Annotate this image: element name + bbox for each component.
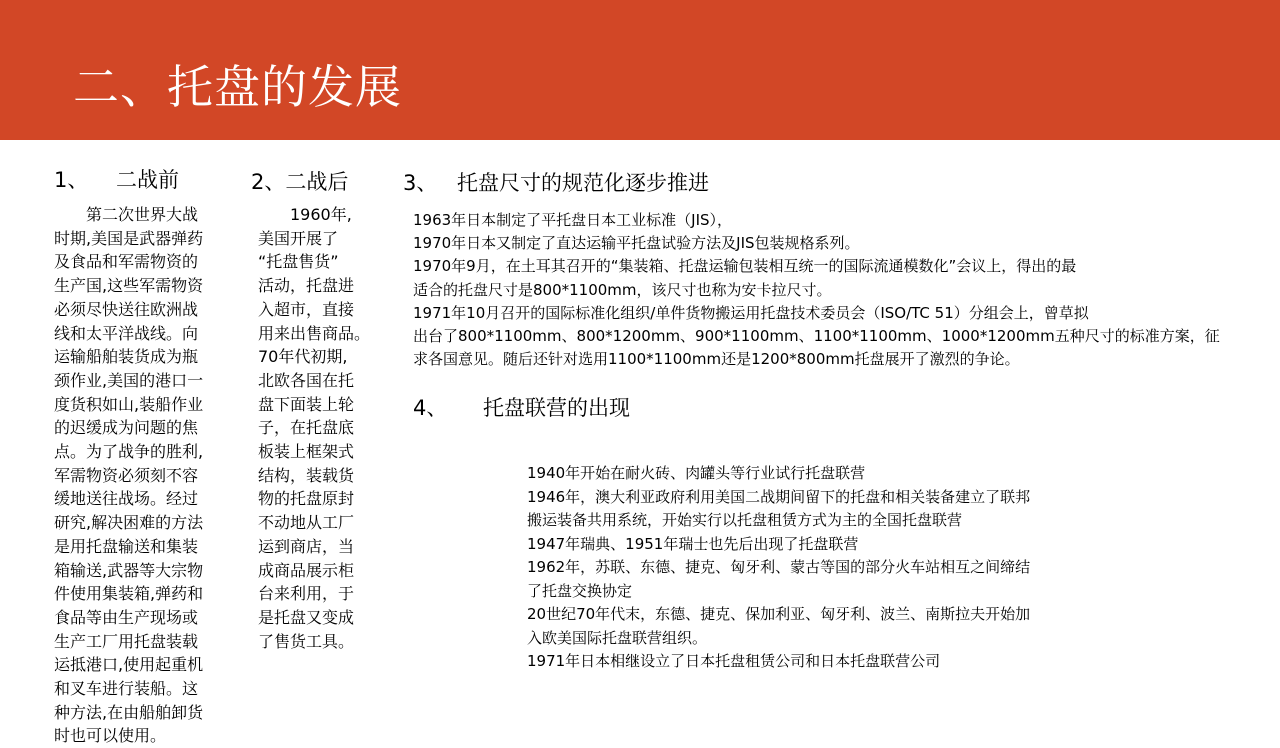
text-line: 北欧各国在托 [258,370,355,390]
text-line: 是托盘又变成 [258,607,355,627]
text-line: 用来出售商品。 [258,323,371,343]
text-line: 不动地从工厂 [258,513,355,533]
section-4-number: 4、 [413,396,448,420]
text-line: 子，在托盘底 [258,418,355,438]
text-line: 结构，装载货 [258,465,355,485]
text-line: 及食品和军需物资的 [54,252,199,272]
text-line: 台来利用，于 [258,584,355,604]
section-3-number: 3、 [403,171,438,195]
text-line: 时期,美国是武器弹药 [54,228,204,248]
text-line: 线和太平洋战线。向 [54,323,199,343]
text-line: 1963年日本制定了平托盘日本工业标准（JIS）， [413,211,733,229]
text-line: 第二次世界大战 [54,205,199,224]
text-line: 美国开展了 [258,228,339,248]
text-line: 了托盘交换协定 [527,581,633,600]
text-line: 物的托盘原封 [258,489,355,509]
text-line: 件使用集装箱,弹药和 [54,584,204,604]
text-line: 入超市，直接 [258,299,355,319]
section-3-title: 托盘尺寸的规范化逐步推进 [457,171,709,195]
section-4-heading [413,396,630,421]
text-line: “托盘售货” [258,252,339,272]
text-line: 食品等由生产现场或 [54,607,199,627]
text-line: 运输船舶装货成为瓶 [54,347,199,367]
section-4-title: 托盘联营的出现 [483,396,630,420]
section-1-body [54,203,244,748]
text-line: 1971年10月召开的国际标准化组织/单件货物搬运用托盘技术委员会（ISO/TC 51）分组会上，曾草拟 [413,303,1089,322]
text-line: 和叉车进行装船。这 [54,679,199,699]
text-line: 1946年，澳大利亚政府利用美国二战期间留下的托盘和相关装备建立了联邦 [527,487,1031,506]
section-1-number: 1、 [54,168,89,192]
text-line: 求各国意见。随后还针对选用1100*1100mm还是1200*800mm托盘展开了激烈的争论。 [413,350,1020,369]
text-line: 1970年日本又制定了直达运输平托盘试验方法及JIS包装规格系列。 [413,234,860,253]
text-line: 成商品展示柜 [258,560,355,580]
text-line: 生产国,这些军需物资 [54,276,204,296]
text-line: 度货积如山,装船作业 [54,394,204,414]
section-1-heading [54,168,179,193]
text-line: 必须尽快送往欧洲战 [54,299,199,319]
section-4-body [527,462,1167,674]
text-line: 箱输送,武器等大宗物 [54,560,204,580]
text-line: 1970年9月，在土耳其召开的“集装箱、托盘运输包装相互统一的国际流通模数化”会议上，得出的最 [413,257,1077,276]
text-line: 缓地送往战场。经过 [54,489,199,509]
text-line: 时也可以使用。 [54,726,167,746]
text-line: 了售货工具。 [258,631,355,651]
text-line: 1962年，苏联、东德、捷克、匈牙利、蒙古等国的部分火车站相互之间缔结 [527,558,1031,576]
text-line: 板装上框架式 [258,442,355,462]
section-1-title: 二战前 [116,168,179,192]
section-2-heading [251,170,348,195]
section-2-title: 2、二战后 [251,170,349,194]
text-line: 运到商店，当 [258,536,355,556]
text-line: 活动，托盘进 [258,276,355,296]
text-line: 出台了800*1100mm、800*1200mm、900*1100mm、1100*1100mm、1000*1200mm五种尺寸的标准方案，征 [413,327,1220,346]
text-line: 盘下面装上轮 [258,394,355,414]
text-line: 生产工厂用托盘装载 [54,631,199,651]
section-2-body [258,203,383,653]
text-line: 种方法,在由船舶卸货 [54,702,204,722]
text-line: 运抵港口,使用起重机 [54,655,204,675]
text-line: 搬运装备共用系统，开始实行以托盘租赁方式为主的全国托盘联营 [527,511,963,529]
text-line: 颈作业,美国的港口一 [54,370,204,390]
text-line: 是用托盘输送和集装 [54,536,199,556]
text-line: 军需物资必须刻不容 [54,465,199,485]
section-3-heading [403,171,709,196]
text-line: 点。为了战争的胜利, [54,442,204,462]
text-line: 的迟缓成为问题的焦 [54,418,199,438]
text-line: 1971年日本相继设立了日本托盘租赁公司和日本托盘联营公司 [527,652,941,670]
section-3-body [413,209,1253,371]
text-line: 1947年瑞典、1951年瑞士也先后出现了托盘联营 [527,534,859,553]
text-line: 入欧美国际托盘联营组织。 [527,628,708,647]
text-line: 适合的托盘尺寸是800*1100mm，该尺寸也称为安卡拉尺寸。 [413,280,832,299]
slide-title: 二、托盘的发展 [73,60,402,114]
text-line: 20世纪70年代末，东德、捷克、保加利亚、匈牙利、波兰、南斯拉夫开始加 [527,605,1031,623]
text-line: 研究,解决困难的方法 [54,513,204,533]
text-line: 70年代初期, [258,347,348,367]
text-line: 1960年, [258,205,352,224]
text-line: 1940年开始在耐火砖、肉罐头等行业试行托盘联营 [527,464,866,482]
